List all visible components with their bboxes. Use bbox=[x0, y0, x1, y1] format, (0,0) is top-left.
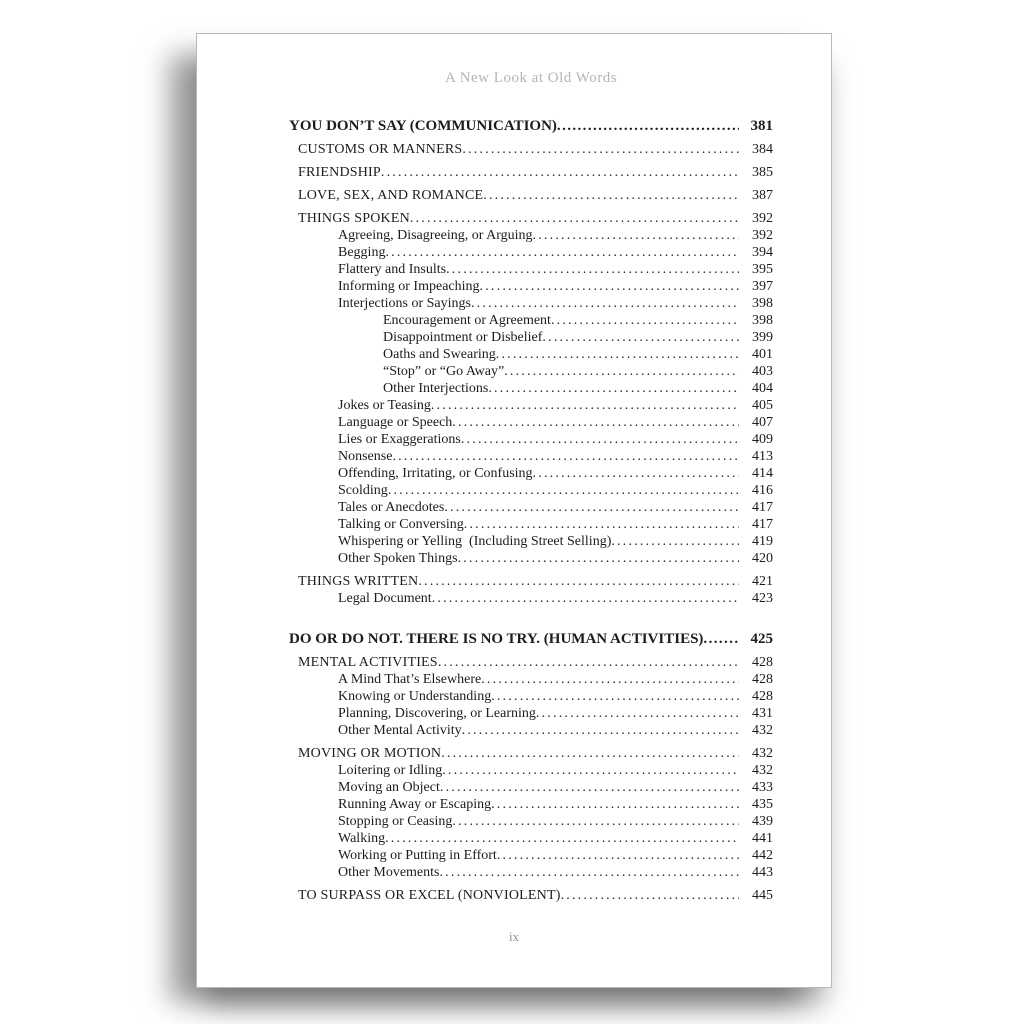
toc-entry-label: Loitering or Idling bbox=[338, 763, 443, 778]
toc-dot-leader bbox=[491, 796, 739, 813]
toc-dot-leader bbox=[381, 164, 739, 181]
toc-entry-label: Begging bbox=[338, 245, 386, 260]
toc-dot-leader bbox=[611, 533, 739, 550]
toc-dot-leader bbox=[496, 346, 739, 363]
toc-entry-page: 432 bbox=[752, 723, 773, 738]
toc-entry-page: 401 bbox=[752, 347, 773, 362]
toc-entry-label: Other Interjections bbox=[383, 381, 489, 396]
toc-dot-leader bbox=[446, 261, 739, 278]
toc-entry-page: 432 bbox=[752, 746, 773, 761]
toc-entry-label: LOVE, SEX, AND ROMANCE bbox=[298, 188, 484, 203]
toc-entry-label: Other Mental Activity bbox=[338, 723, 462, 738]
toc-entry bbox=[289, 705, 773, 722]
toc-entry-label: Offending, Irritating, or Confusing bbox=[338, 466, 533, 481]
toc-entry bbox=[289, 864, 773, 881]
toc-entry bbox=[289, 745, 773, 762]
toc-entry bbox=[289, 550, 773, 567]
toc-entry-page: 387 bbox=[752, 188, 773, 203]
toc-entry-label: TO SURPASS OR EXCEL (NONVIOLENT) bbox=[298, 888, 561, 903]
toc-entry-page: 441 bbox=[752, 831, 773, 846]
toc-dot-leader bbox=[410, 210, 739, 227]
toc-entry bbox=[289, 796, 773, 813]
toc-entry bbox=[289, 847, 773, 864]
toc-dot-leader bbox=[481, 671, 739, 688]
toc-entry-label: MOVING OR MOTION bbox=[298, 746, 442, 761]
toc-entry-label: Encouragement or Agreement bbox=[383, 313, 551, 328]
toc-entry-page: 435 bbox=[752, 797, 773, 812]
toc-entry-label: YOU DON’T SAY (COMMUNICATION) bbox=[289, 118, 557, 134]
toc-entry-label: Running Away or Escaping bbox=[338, 797, 492, 812]
toc-entry bbox=[289, 329, 773, 346]
toc-entry-page: 439 bbox=[752, 814, 773, 829]
toc-entry-label: “Stop” or “Go Away” bbox=[383, 364, 505, 379]
toc-entry-page: 407 bbox=[752, 415, 773, 430]
toc-entry bbox=[289, 630, 773, 648]
toc-entry bbox=[289, 210, 773, 227]
toc-entry bbox=[289, 590, 773, 607]
toc-entry-page: 416 bbox=[752, 483, 773, 498]
toc-entry-page: 405 bbox=[752, 398, 773, 413]
toc-entry-page: 403 bbox=[752, 364, 773, 379]
toc-entry-page: 398 bbox=[752, 296, 773, 311]
toc-entry-label: Working or Putting in Effort bbox=[338, 848, 497, 863]
toc-entry bbox=[289, 722, 773, 739]
toc-entry-label: Moving an Object bbox=[338, 780, 440, 795]
toc-entry-label: Tales or Anecdotes bbox=[338, 500, 445, 515]
toc-dot-leader bbox=[533, 227, 739, 244]
toc-dot-leader bbox=[452, 414, 739, 431]
book-page bbox=[196, 33, 832, 988]
toc-dot-leader bbox=[442, 762, 739, 779]
page-number-footer: ix bbox=[508, 929, 520, 944]
toc-dot-leader bbox=[439, 864, 739, 881]
toc-entry bbox=[289, 141, 773, 158]
toc-entry-page: 428 bbox=[752, 672, 773, 687]
toc-entry bbox=[289, 295, 773, 312]
toc-entry bbox=[289, 244, 773, 261]
toc-entry bbox=[289, 380, 773, 397]
toc-entry-label: Nonsense bbox=[338, 449, 393, 464]
toc-dot-leader bbox=[392, 448, 739, 465]
toc-dot-leader bbox=[452, 813, 739, 830]
toc-entry-page: 397 bbox=[752, 279, 773, 294]
toc-entry bbox=[289, 117, 773, 135]
toc-entry bbox=[289, 499, 773, 516]
toc-entry-page: 385 bbox=[752, 165, 773, 180]
toc-entry-page: 381 bbox=[750, 118, 773, 134]
toc-entry-label: FRIENDSHIP bbox=[298, 165, 381, 180]
toc-dot-leader bbox=[551, 312, 739, 329]
toc-dot-leader bbox=[557, 117, 739, 135]
toc-dot-leader bbox=[385, 244, 739, 261]
toc-dot-leader bbox=[418, 573, 739, 590]
toc-dot-leader bbox=[431, 397, 739, 414]
toc-entry-label: Other Spoken Things bbox=[338, 551, 458, 566]
toc-dot-leader bbox=[703, 630, 739, 648]
toc-entry-page: 409 bbox=[752, 432, 773, 447]
toc-entry-page: 428 bbox=[752, 689, 773, 704]
toc-entry bbox=[289, 762, 773, 779]
toc-entry bbox=[289, 516, 773, 533]
toc-entry bbox=[289, 363, 773, 380]
toc-dot-leader bbox=[491, 688, 739, 705]
toc-entry-page: 433 bbox=[752, 780, 773, 795]
toc-dot-leader bbox=[388, 482, 739, 499]
table-of-contents bbox=[289, 117, 773, 904]
toc-dot-leader bbox=[504, 363, 739, 380]
toc-entry-label: Planning, Discovering, or Learning bbox=[338, 706, 536, 721]
toc-entry-label: Interjections or Sayings bbox=[338, 296, 471, 311]
toc-dot-leader bbox=[480, 278, 739, 295]
toc-entry-label: Lies or Exaggerations bbox=[338, 432, 461, 447]
toc-entry-page: 414 bbox=[752, 466, 773, 481]
toc-dot-leader bbox=[497, 847, 739, 864]
toc-entry-page: 431 bbox=[752, 706, 773, 721]
toc-entry-page: 425 bbox=[750, 631, 773, 647]
toc-entry-label: CUSTOMS OR MANNERS bbox=[298, 142, 463, 157]
toc-entry-label: Scolding bbox=[338, 483, 388, 498]
toc-entry-page: 423 bbox=[752, 591, 773, 606]
toc-entry-page: 432 bbox=[752, 763, 773, 778]
toc-dot-leader bbox=[440, 779, 739, 796]
toc-entry-page: 417 bbox=[752, 500, 773, 515]
toc-entry bbox=[289, 813, 773, 830]
toc-entry-label: Knowing or Understanding bbox=[338, 689, 492, 704]
toc-entry-page: 394 bbox=[752, 245, 773, 260]
toc-entry bbox=[289, 573, 773, 590]
toc-entry-label: Walking bbox=[338, 831, 386, 846]
toc-entry-label: Legal Document bbox=[338, 591, 432, 606]
toc-entry-label: Jokes or Teasing bbox=[338, 398, 431, 413]
toc-entry-page: 404 bbox=[752, 381, 773, 396]
toc-dot-leader bbox=[542, 329, 739, 346]
toc-entry-page: 392 bbox=[752, 228, 773, 243]
toc-entry bbox=[289, 278, 773, 295]
toc-dot-leader bbox=[462, 722, 739, 739]
toc-entry-page: 428 bbox=[752, 655, 773, 670]
toc-entry-page: 420 bbox=[752, 551, 773, 566]
toc-dot-leader bbox=[471, 295, 739, 312]
toc-entry bbox=[289, 887, 773, 904]
toc-dot-leader bbox=[483, 187, 739, 204]
toc-entry bbox=[289, 187, 773, 204]
toc-entry-label: Other Movements bbox=[338, 865, 440, 880]
toc-dot-leader bbox=[464, 516, 739, 533]
toc-dot-leader bbox=[533, 465, 739, 482]
toc-entry bbox=[289, 654, 773, 671]
toc-entry-label: THINGS WRITTEN bbox=[298, 574, 419, 589]
toc-entry-label: Oaths and Swearing bbox=[383, 347, 496, 362]
toc-entry bbox=[289, 397, 773, 414]
toc-entry bbox=[289, 448, 773, 465]
toc-entry-label: Language or Speech bbox=[338, 415, 453, 430]
toc-entry-page: 413 bbox=[752, 449, 773, 464]
toc-entry-label: Stopping or Ceasing bbox=[338, 814, 453, 829]
toc-entry bbox=[289, 164, 773, 181]
toc-entry-label: Agreeing, Disagreeing, or Arguing bbox=[338, 228, 533, 243]
toc-entry-page: 398 bbox=[752, 313, 773, 328]
toc-entry bbox=[289, 431, 773, 448]
toc-entry bbox=[289, 312, 773, 329]
toc-entry bbox=[289, 414, 773, 431]
toc-entry-label: Disappointment or Disbelief bbox=[383, 330, 543, 345]
toc-dot-leader bbox=[385, 830, 739, 847]
toc-entry-page: 399 bbox=[752, 330, 773, 345]
toc-entry bbox=[289, 688, 773, 705]
toc-entry-label: THINGS SPOKEN bbox=[298, 211, 410, 226]
toc-entry-page: 443 bbox=[752, 865, 773, 880]
toc-dot-leader bbox=[441, 745, 739, 762]
toc-entry-page: 384 bbox=[752, 142, 773, 157]
toc-entry bbox=[289, 671, 773, 688]
toc-entry bbox=[289, 482, 773, 499]
toc-entry bbox=[289, 465, 773, 482]
toc-entry-label: Flattery and Insults bbox=[338, 262, 447, 277]
toc-entry bbox=[289, 533, 773, 550]
toc-entry-page: 445 bbox=[752, 888, 773, 903]
toc-dot-leader bbox=[536, 705, 739, 722]
toc-entry-page: 421 bbox=[752, 574, 773, 589]
running-header: A New Look at Old Words bbox=[444, 70, 618, 86]
toc-entry-label: DO OR DO NOT. THERE IS NO TRY. (HUMAN ACTIVITIES) bbox=[289, 631, 704, 647]
toc-dot-leader bbox=[488, 380, 739, 397]
toc-entry-page: 419 bbox=[752, 534, 773, 549]
toc-entry-label: A Mind That’s Elsewhere bbox=[338, 672, 482, 687]
toc-entry-label: Whispering or Yelling (Including Street Selling) bbox=[338, 534, 612, 549]
toc-dot-leader bbox=[462, 141, 739, 158]
toc-entry bbox=[289, 227, 773, 244]
toc-dot-leader bbox=[438, 654, 739, 671]
toc-dot-leader bbox=[461, 431, 739, 448]
toc-entry bbox=[289, 830, 773, 847]
toc-dot-leader bbox=[561, 887, 739, 904]
toc-entry-page: 392 bbox=[752, 211, 773, 226]
toc-entry-page: 395 bbox=[752, 262, 773, 277]
toc-dot-leader bbox=[432, 590, 739, 607]
toc-entry-label: MENTAL ACTIVITIES bbox=[298, 655, 438, 670]
toc-entry bbox=[289, 779, 773, 796]
toc-entry-label: Informing or Impeaching bbox=[338, 279, 480, 294]
toc-entry-page: 442 bbox=[752, 848, 773, 863]
toc-dot-leader bbox=[444, 499, 739, 516]
toc-entry-page: 417 bbox=[752, 517, 773, 532]
toc-dot-leader bbox=[458, 550, 739, 567]
toc-entry bbox=[289, 346, 773, 363]
toc-entry bbox=[289, 261, 773, 278]
toc-entry-label: Talking or Conversing bbox=[338, 517, 464, 532]
